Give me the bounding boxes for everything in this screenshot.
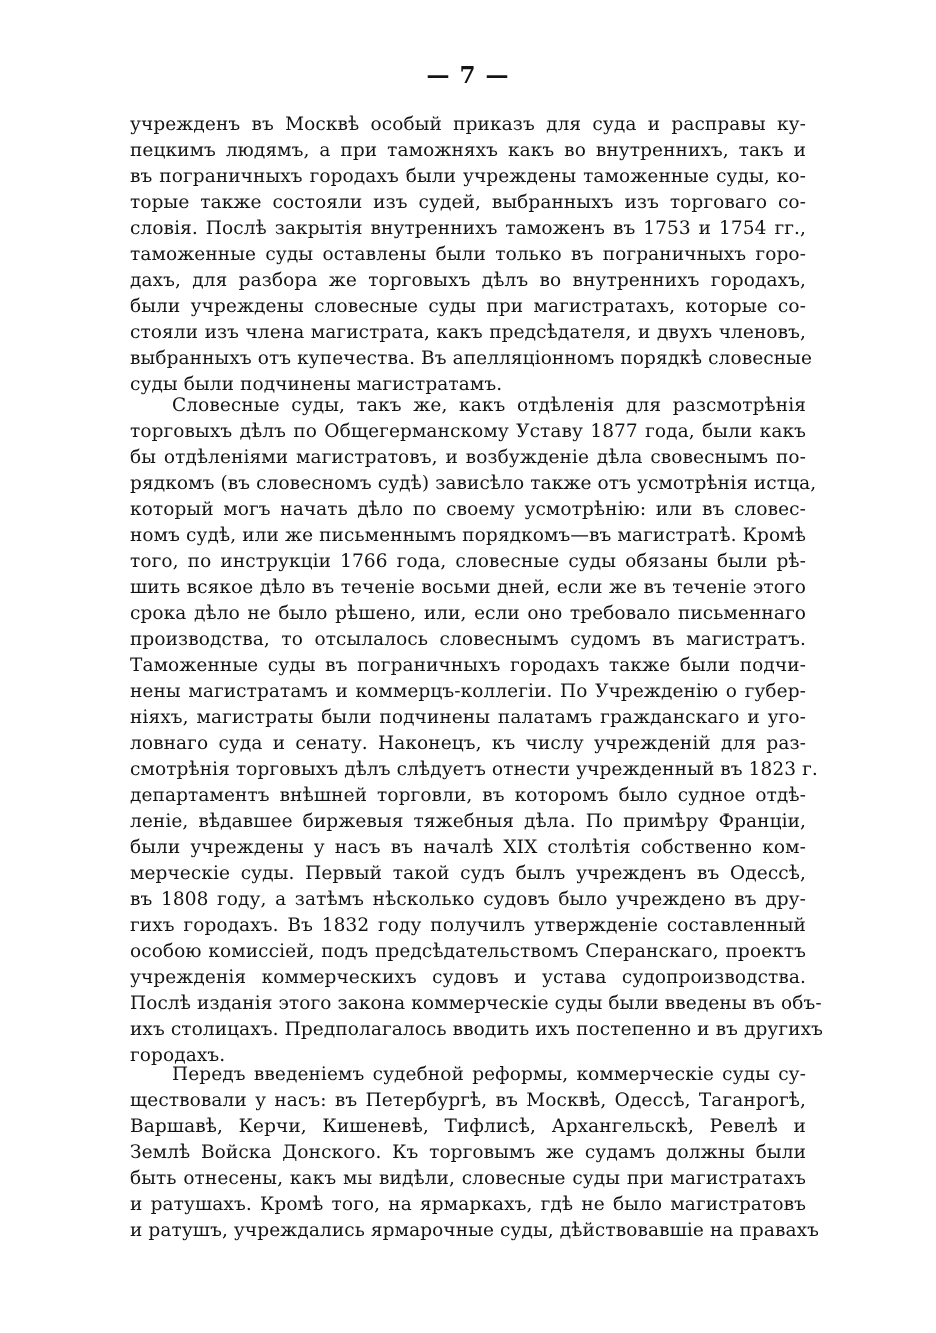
text-line: торые также состояли изъ судей, выбранныхъ изъ торговаго со-: [130, 192, 806, 213]
text-line: суды были подчинены магистратамъ.: [130, 374, 503, 395]
text-line: того, по инструкціи 1766 года, словесные суды обязаны были рѣ-: [130, 551, 806, 572]
text-line: были учреждены у насъ въ началѣ XIX столѣтія собственно ком-: [130, 837, 806, 858]
text-line: стояли изъ члена магистрата, какъ предсѣдателя, и двухъ членовъ,: [130, 322, 806, 343]
text-line: городахъ.: [130, 1045, 226, 1066]
paragraph-1: [130, 112, 813, 398]
text-line: словія. Послѣ закрытія внутреннихъ таможенъ въ 1753 и 1754 гг.,: [130, 218, 806, 239]
text-line: Послѣ изданія этого закона коммерческіе суды были введены въ объ-: [130, 993, 822, 1014]
text-line: учрежденъ въ Москвѣ особый приказъ для суда и расправы ку-: [130, 114, 806, 135]
text-line: рядкомъ (въ словесномъ судѣ) зависѣло также отъ усмотрѣнія истца,: [130, 473, 817, 494]
text-line: ніяхъ, магистраты были подчинены палатамъ гражданскаго и уго-: [130, 707, 806, 728]
text-line: ихъ столицахъ. Предполагалось вводить ихъ постепенно и въ другихъ: [130, 1019, 823, 1040]
text-line: особою комиссіей, подъ предсѣдательствомъ Сперанскаго, проектъ: [130, 941, 806, 962]
text-line: шить всякое дѣло въ теченіе восьми дней, если же въ теченіе этого: [130, 577, 806, 598]
text-line: таможенные суды оставлены были только въ пограничныхъ горо-: [130, 244, 806, 265]
text-line: пецкимъ людямъ, а при таможняхъ какъ во внутреннихъ, такъ и: [130, 140, 806, 161]
text-line: Варшавѣ, Керчи, Кишеневѣ, Тифлисѣ, Архангельскѣ, Ревелѣ и: [130, 1116, 806, 1137]
text-line: гихъ городахъ. Въ 1832 году получилъ утвержденіе составленный: [130, 915, 806, 936]
text-line: смотрѣнія торговыхъ дѣлъ слѣдуетъ отнести учрежденный въ 1823 г.: [130, 759, 818, 780]
text-line: Таможенные суды въ пограничныхъ городахъ также были подчи-: [130, 655, 806, 676]
text-line: ществовали у насъ: въ Петербургѣ, въ Москвѣ, Одессѣ, Таганрогѣ,: [130, 1090, 806, 1111]
text-line: торговыхъ дѣлъ по Общегерманскому Уставу 1877 года, были какъ: [130, 421, 806, 442]
text-line: и ратушъ, учреждались ярмарочные суды, дѣйствовавшіе на правахъ: [130, 1220, 820, 1241]
page-number: — 7 —: [426, 62, 510, 89]
text-line: Словесные суды, такъ же, какъ отдѣленія для разсмотрѣнія: [172, 395, 806, 416]
text-line: въ пограничныхъ городахъ были учреждены таможенные суды, ко-: [130, 166, 806, 187]
text-line: бы отдѣленіями магистратовъ, и возбужденіе дѣла свовеснымъ по-: [130, 447, 806, 468]
text-line: въ 1808 году, а затѣмъ нѣсколько судовъ было учреждено въ дру-: [130, 889, 806, 910]
text-line: Передъ введеніемъ судебной реформы, коммерческіе суды су-: [172, 1064, 806, 1085]
text-line: мерческіе суды. Первый такой судъ былъ учрежденъ въ Одессѣ,: [130, 863, 806, 884]
paragraph-3: [130, 1062, 820, 1244]
text-line: были учреждены словесные суды при магистратахъ, которые со-: [130, 296, 806, 317]
text-line: ловнаго суда и сенату. Наконецъ, къ числу учрежденій для раз-: [130, 733, 806, 754]
text-line: выбранныхъ отъ купечества. Въ апелляціонномъ порядкѣ словесные: [130, 348, 813, 369]
text-line: который могъ начать дѣло по своему усмотрѣнію: или въ словес-: [130, 499, 806, 520]
text-line: леніе, вѣдавшее биржевыя тяжебныя дѣла. По примѣру Франціи,: [130, 811, 806, 832]
text-line: Землѣ Войска Донского. Къ торговымъ же судамъ должны были: [130, 1142, 806, 1163]
text-line: производства, то отсылалось словеснымъ судомъ въ магистратъ.: [130, 629, 806, 650]
text-line: нены магистратамъ и коммерцъ-коллегіи. По Учрежденію о губер-: [130, 681, 806, 702]
text-line: и ратушахъ. Кромѣ того, на ярмаркахъ, гдѣ не было магистратовъ: [130, 1194, 806, 1215]
text-line: номъ судѣ, или же письменнымъ порядкомъ—въ магистратѣ. Кромѣ: [130, 525, 806, 546]
text-line: срока дѣло не было рѣшено, или, если оно требовало письменнаго: [130, 603, 806, 624]
text-line: быть отнесены, какъ мы видѣли, словесные суды при магистратахъ: [130, 1168, 806, 1189]
text-line: дахъ, для разбора же торговыхъ дѣлъ во внутреннихъ городахъ,: [130, 270, 806, 291]
text-line: департаментъ внѣшней торговли, въ которомъ было судное отдѣ-: [130, 785, 806, 806]
paragraph-2: [130, 393, 823, 1069]
text-line: учрежденія коммерческихъ судовъ и устава судопроизводства.: [130, 967, 806, 988]
